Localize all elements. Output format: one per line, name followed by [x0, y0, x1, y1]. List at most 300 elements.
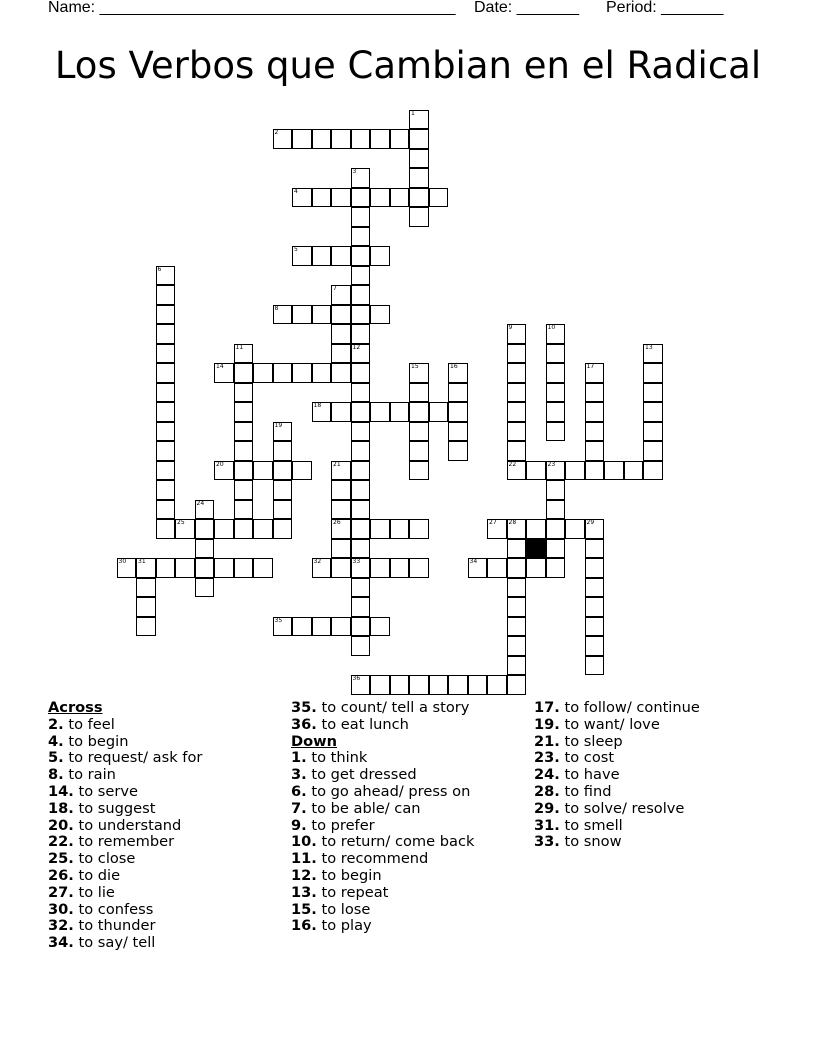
grid-cell[interactable]	[507, 656, 527, 676]
grid-cell[interactable]	[585, 363, 605, 383]
grid-cell[interactable]	[136, 558, 156, 578]
grid-cell[interactable]	[351, 519, 371, 539]
clue-number: 11.	[291, 850, 317, 868]
grid-cell[interactable]	[331, 500, 351, 520]
across-clue	[48, 784, 202, 801]
grid-cell[interactable]	[409, 461, 429, 481]
grid-cell[interactable]	[585, 636, 605, 656]
grid-cell[interactable]	[351, 188, 371, 208]
grid-cell[interactable]	[234, 500, 254, 520]
grid-cell[interactable]	[273, 500, 293, 520]
grid-cell[interactable]	[390, 188, 410, 208]
grid-cell[interactable]	[273, 461, 293, 481]
down-clue	[291, 750, 474, 767]
across-clue	[48, 868, 202, 885]
clue-number: 31.	[534, 816, 560, 834]
down-clue	[291, 918, 474, 935]
grid-cell[interactable]	[624, 461, 644, 481]
grid-cell[interactable]	[390, 675, 410, 695]
clue-number: 34.	[48, 934, 74, 952]
cell-number: 10	[547, 324, 556, 331]
grid-cell[interactable]	[546, 461, 566, 481]
grid-cell[interactable]	[351, 441, 371, 461]
grid-cell[interactable]	[604, 461, 624, 481]
cell-number: 5	[294, 246, 298, 253]
grid-cell[interactable]	[351, 227, 371, 247]
clue-number: 10.	[291, 833, 317, 851]
grid-cell[interactable]	[331, 480, 351, 500]
grid-cell[interactable]	[370, 188, 390, 208]
grid-cell[interactable]	[156, 480, 176, 500]
grid-cell[interactable]	[409, 363, 429, 383]
clue-number: 35.	[291, 699, 317, 716]
grid-cell[interactable]	[175, 558, 195, 578]
across-clue	[48, 902, 202, 919]
grid-cell[interactable]	[507, 461, 527, 481]
clue-number: 1.	[291, 749, 307, 767]
grid-cell[interactable]	[585, 461, 605, 481]
grid-cell[interactable]	[136, 617, 156, 637]
cell-number: 29	[586, 519, 595, 526]
grid-cell[interactable]	[468, 558, 488, 578]
clue-text: to play	[321, 917, 372, 935]
grid-cell[interactable]	[234, 344, 254, 364]
grid-cell[interactable]	[526, 519, 546, 539]
grid-cell[interactable]	[351, 363, 371, 383]
grid-cell[interactable]	[643, 344, 663, 364]
grid-cell[interactable]	[487, 675, 507, 695]
grid-cell[interactable]	[273, 441, 293, 461]
grid-cell[interactable]	[156, 344, 176, 364]
date-field[interactable]: Date: _______	[474, 0, 579, 16]
grid-cell[interactable]	[409, 168, 429, 188]
cell-number: 30	[118, 558, 127, 565]
grid-cell[interactable]	[546, 402, 566, 422]
grid-cell[interactable]	[351, 422, 371, 442]
grid-cell[interactable]	[156, 383, 176, 403]
grid-cell[interactable]	[351, 636, 371, 656]
grid-cell[interactable]	[546, 383, 566, 403]
grid-cell[interactable]	[585, 558, 605, 578]
cell-number: 34	[469, 558, 478, 565]
grid-cell[interactable]	[331, 363, 351, 383]
grid-cell[interactable]	[195, 500, 215, 520]
grid-cell[interactable]	[585, 656, 605, 676]
grid-cell[interactable]	[214, 558, 234, 578]
cell-number: 11	[235, 343, 244, 351]
clue-number: 7.	[291, 799, 307, 817]
grid-cell[interactable]	[351, 597, 371, 617]
clue-text: to think	[311, 749, 368, 767]
grid-cell[interactable]	[351, 461, 371, 481]
grid-cell[interactable]	[526, 461, 546, 481]
grid-cell[interactable]	[507, 558, 527, 578]
down-clue	[291, 851, 474, 868]
grid-cell[interactable]	[409, 383, 429, 403]
clue-text: to smell	[564, 816, 623, 834]
clue-text: to sleep	[564, 732, 623, 750]
grid-cell[interactable]	[292, 188, 312, 208]
clue-number: 33.	[534, 833, 560, 851]
clue-text: to remember	[78, 833, 175, 851]
grid-cell[interactable]	[312, 402, 332, 422]
clue-text: to die	[78, 866, 121, 884]
grid-cell[interactable]	[156, 402, 176, 422]
grid-cell[interactable]	[507, 636, 527, 656]
grid-cell[interactable]	[507, 344, 527, 364]
grid-cell[interactable]	[214, 461, 234, 481]
grid-cell[interactable]	[351, 168, 371, 188]
clue-text: to have	[564, 766, 620, 784]
grid-cell[interactable]	[390, 558, 410, 578]
grid-cell[interactable]	[312, 188, 332, 208]
grid-cell[interactable]	[507, 422, 527, 442]
grid-cell[interactable]	[253, 461, 273, 481]
across-clue	[48, 734, 202, 751]
grid-cell[interactable]	[448, 402, 468, 422]
grid-cell[interactable]	[351, 246, 371, 266]
grid-cell[interactable]	[292, 461, 312, 481]
grid-cell[interactable]	[448, 363, 468, 383]
grid-cell[interactable]	[409, 402, 429, 422]
across-clue	[48, 918, 202, 935]
grid-cell[interactable]	[429, 188, 449, 208]
grid-cell[interactable]	[409, 422, 429, 442]
clue-number: 24.	[534, 766, 560, 784]
grid-cell[interactable]	[370, 402, 390, 422]
clue-text: to recommend	[321, 850, 429, 868]
clue-text: to follow/ continue	[564, 699, 700, 716]
grid-cell[interactable]	[351, 675, 371, 695]
grid-cell[interactable]	[292, 617, 312, 637]
grid-cell[interactable]	[351, 266, 371, 286]
grid-cell[interactable]	[643, 363, 663, 383]
across-clue	[48, 818, 202, 835]
grid-cell[interactable]	[234, 383, 254, 403]
clue-text: to request/ ask for	[68, 749, 203, 767]
grid-cell[interactable]	[507, 578, 527, 598]
grid-cell[interactable]	[156, 461, 176, 481]
across-clue	[48, 834, 202, 851]
grid-cell[interactable]	[409, 149, 429, 169]
grid-cell[interactable]	[351, 578, 371, 598]
grid-cell[interactable]	[195, 519, 215, 539]
clue-number: 12.	[291, 866, 317, 884]
grid-cell[interactable]	[156, 324, 176, 344]
grid-cell[interactable]	[312, 305, 332, 325]
cell-number: 33	[352, 558, 361, 565]
grid-cell[interactable]	[409, 129, 429, 149]
grid-cell[interactable]	[370, 129, 390, 149]
across-clue	[48, 801, 202, 818]
grid-cell[interactable]	[546, 363, 566, 383]
grid-cell[interactable]	[526, 558, 546, 578]
grid-cell[interactable]	[507, 519, 527, 539]
down-clue	[291, 834, 474, 851]
grid-cell[interactable]	[370, 617, 390, 637]
grid-cell[interactable]	[156, 441, 176, 461]
grid-cell[interactable]	[487, 558, 507, 578]
grid-cell[interactable]	[507, 441, 527, 461]
clue-number: 8.	[48, 766, 64, 784]
grid-cell[interactable]	[370, 305, 390, 325]
grid-cell[interactable]	[312, 363, 332, 383]
grid-cell[interactable]	[448, 441, 468, 461]
grid-cell[interactable]	[214, 363, 234, 383]
grid-cell[interactable]	[312, 246, 332, 266]
grid-cell[interactable]	[331, 305, 351, 325]
grid-cell[interactable]	[273, 129, 293, 149]
grid-cell[interactable]	[507, 363, 527, 383]
grid-cell[interactable]	[234, 558, 254, 578]
grid-cell[interactable]	[585, 617, 605, 637]
grid-cell[interactable]	[331, 344, 351, 364]
grid-cell[interactable]	[585, 578, 605, 598]
grid-cell[interactable]	[370, 519, 390, 539]
grid-cell[interactable]	[331, 246, 351, 266]
grid-cell[interactable]	[565, 519, 585, 539]
cell-number: 36	[352, 675, 361, 682]
grid-cell[interactable]	[351, 402, 371, 422]
grid-cell[interactable]	[409, 188, 429, 208]
grid-cell[interactable]	[234, 402, 254, 422]
grid-cell[interactable]	[331, 129, 351, 149]
clue-text: to be able/ can	[311, 799, 421, 817]
grid-cell[interactable]	[429, 675, 449, 695]
grid-cell[interactable]	[175, 519, 195, 539]
grid-cell[interactable]	[585, 441, 605, 461]
grid-cell[interactable]	[331, 539, 351, 559]
grid-cell[interactable]	[643, 402, 663, 422]
cell-number: 17	[586, 363, 595, 370]
clue-text: to return/ come back	[321, 833, 475, 851]
grid-cell[interactable]	[448, 422, 468, 442]
grid-cell[interactable]	[156, 519, 176, 539]
grid-cell[interactable]	[234, 441, 254, 461]
grid-cell[interactable]	[351, 539, 371, 559]
grid-cell[interactable]	[195, 578, 215, 598]
grid-cell[interactable]	[565, 461, 585, 481]
grid-cell[interactable]	[331, 324, 351, 344]
grid-cell[interactable]	[331, 188, 351, 208]
grid-cell[interactable]	[390, 402, 410, 422]
grid-cell[interactable]	[273, 363, 293, 383]
grid-cell[interactable]	[156, 285, 176, 305]
grid-cell[interactable]	[585, 383, 605, 403]
across-clue	[291, 717, 474, 734]
grid-cell[interactable]	[585, 519, 605, 539]
grid-cell[interactable]	[117, 558, 137, 578]
grid-cell[interactable]	[507, 383, 527, 403]
grid-cell[interactable]	[156, 266, 176, 286]
grid-cell[interactable]	[234, 461, 254, 481]
grid-cell[interactable]	[546, 519, 566, 539]
grid-cell[interactable]	[273, 305, 293, 325]
grid-cell[interactable]	[351, 617, 371, 637]
cell-number: 1	[411, 109, 415, 117]
grid-cell[interactable]	[156, 363, 176, 383]
grid-cell[interactable]	[312, 129, 332, 149]
grid-cell[interactable]	[643, 422, 663, 442]
grid-cell[interactable]	[643, 383, 663, 403]
grid-cell[interactable]	[351, 305, 371, 325]
grid-cell[interactable]	[409, 207, 429, 227]
grid-cell[interactable]	[409, 558, 429, 578]
clue-text: to go ahead/ press on	[311, 782, 471, 800]
clue-number: 20.	[48, 816, 74, 834]
clue-number: 29.	[534, 799, 560, 817]
clues-column-2	[291, 700, 474, 935]
grid-cell[interactable]	[156, 305, 176, 325]
grid-cell[interactable]	[643, 461, 663, 481]
grid-cell[interactable]	[351, 207, 371, 227]
grid-cell[interactable]	[370, 558, 390, 578]
down-clue	[291, 767, 474, 784]
grid-cell[interactable]	[468, 675, 488, 695]
grid-cell[interactable]	[351, 344, 371, 364]
grid-cell[interactable]	[195, 539, 215, 559]
clue-number: 26.	[48, 866, 74, 884]
grid-cell[interactable]	[487, 519, 507, 539]
grid-cell[interactable]	[448, 675, 468, 695]
period-field[interactable]: Period: _______	[606, 0, 724, 16]
clue-number: 18.	[48, 799, 74, 817]
grid-cell[interactable]	[507, 617, 527, 637]
cell-number: 24	[196, 499, 205, 507]
grid-cell[interactable]	[292, 129, 312, 149]
grid-cell[interactable]	[156, 500, 176, 520]
grid-cell[interactable]	[273, 422, 293, 442]
grid-cell[interactable]	[214, 519, 234, 539]
grid-cell[interactable]	[273, 617, 293, 637]
grid-cell[interactable]	[507, 324, 527, 344]
grid-cell[interactable]	[585, 597, 605, 617]
grid-cell[interactable]	[585, 539, 605, 559]
grid-cell[interactable]	[390, 519, 410, 539]
grid-cell[interactable]	[234, 519, 254, 539]
clue-number: 17.	[534, 699, 560, 716]
grid-cell[interactable]	[507, 402, 527, 422]
clue-text: to suggest	[78, 799, 156, 817]
grid-cell[interactable]	[234, 363, 254, 383]
grid-cell[interactable]	[253, 519, 273, 539]
grid-cell[interactable]	[507, 597, 527, 617]
grid-cell[interactable]	[546, 480, 566, 500]
grid-cell[interactable]	[546, 539, 566, 559]
down-heading: Down	[291, 732, 338, 750]
cell-number: 20	[216, 460, 224, 468]
cell-number: 13	[645, 343, 653, 351]
grid-cell[interactable]	[351, 383, 371, 403]
grid-cell[interactable]	[331, 461, 351, 481]
clue-text: to say/ tell	[78, 934, 156, 952]
grid-cell[interactable]	[546, 500, 566, 520]
down-clue	[534, 784, 700, 801]
clue-number: 36.	[291, 715, 317, 733]
grid-cell[interactable]	[292, 363, 312, 383]
grid-cell[interactable]	[292, 246, 312, 266]
down-clue	[534, 834, 700, 851]
grid-cell[interactable]	[331, 617, 351, 637]
clue-text: to prefer	[311, 816, 375, 834]
grid-cell[interactable]	[331, 519, 351, 539]
grid-cell[interactable]	[409, 110, 429, 130]
grid-cell[interactable]	[643, 441, 663, 461]
grid-cell[interactable]	[409, 519, 429, 539]
down-clue	[534, 734, 700, 751]
grid-cell[interactable]	[507, 675, 527, 695]
grid-cell[interactable]	[429, 402, 449, 422]
cell-number: 16	[450, 363, 458, 370]
grid-cell[interactable]	[448, 383, 468, 403]
cell-number: 9	[508, 324, 513, 331]
grid-cell[interactable]	[585, 402, 605, 422]
cell-number: 23	[547, 460, 556, 468]
across-clue	[291, 700, 474, 717]
grid-cell[interactable]	[273, 480, 293, 500]
grid-cell[interactable]	[585, 422, 605, 442]
grid-cell[interactable]	[351, 324, 371, 344]
grid-cell[interactable]	[273, 519, 293, 539]
cell-number: 6	[157, 265, 162, 273]
grid-cell[interactable]	[234, 480, 254, 500]
grid-cell[interactable]	[390, 129, 410, 149]
grid-cell[interactable]	[546, 558, 566, 578]
grid-cell[interactable]	[546, 344, 566, 364]
grid-cell[interactable]	[136, 597, 156, 617]
grid-cell[interactable]	[253, 363, 273, 383]
cell-number: 32	[313, 558, 322, 565]
grid-cell[interactable]	[312, 617, 332, 637]
clue-text: to count/ tell a story	[321, 699, 470, 716]
grid-cell[interactable]	[253, 558, 273, 578]
grid-cell[interactable]	[351, 285, 371, 305]
grid-cell[interactable]	[546, 422, 566, 442]
grid-cell[interactable]	[156, 422, 176, 442]
down-clue	[534, 700, 700, 717]
grid-cell[interactable]	[312, 558, 332, 578]
grid-cell[interactable]	[351, 480, 371, 500]
grid-cell[interactable]	[370, 246, 390, 266]
clue-text: to eat lunch	[321, 715, 409, 733]
grid-cell[interactable]	[195, 558, 215, 578]
grid-cell[interactable]	[331, 402, 351, 422]
grid-cell[interactable]	[409, 675, 429, 695]
grid-cell[interactable]	[351, 129, 371, 149]
grid-cell[interactable]	[156, 558, 176, 578]
down-clue	[534, 801, 700, 818]
grid-cell[interactable]	[351, 558, 371, 578]
grid-cell[interactable]	[546, 324, 566, 344]
grid-cell[interactable]	[234, 422, 254, 442]
grid-cell[interactable]	[331, 285, 351, 305]
grid-cell[interactable]	[136, 578, 156, 598]
name-field[interactable]: Name: ________________________________________	[48, 0, 456, 16]
grid-cell[interactable]	[331, 558, 351, 578]
clue-number: 27.	[48, 883, 74, 901]
grid-cell[interactable]	[292, 305, 312, 325]
cell-number: 4	[294, 187, 298, 195]
clue-text: to thunder	[78, 917, 156, 935]
grid-cell[interactable]	[409, 441, 429, 461]
grid-cell[interactable]	[507, 539, 527, 559]
clue-text: to want/ love	[564, 715, 660, 733]
down-clue	[534, 750, 700, 767]
cell-number: 8	[274, 304, 279, 312]
clue-text: to rain	[68, 766, 116, 784]
grid-cell[interactable]	[370, 675, 390, 695]
grid-cell[interactable]	[351, 500, 371, 520]
